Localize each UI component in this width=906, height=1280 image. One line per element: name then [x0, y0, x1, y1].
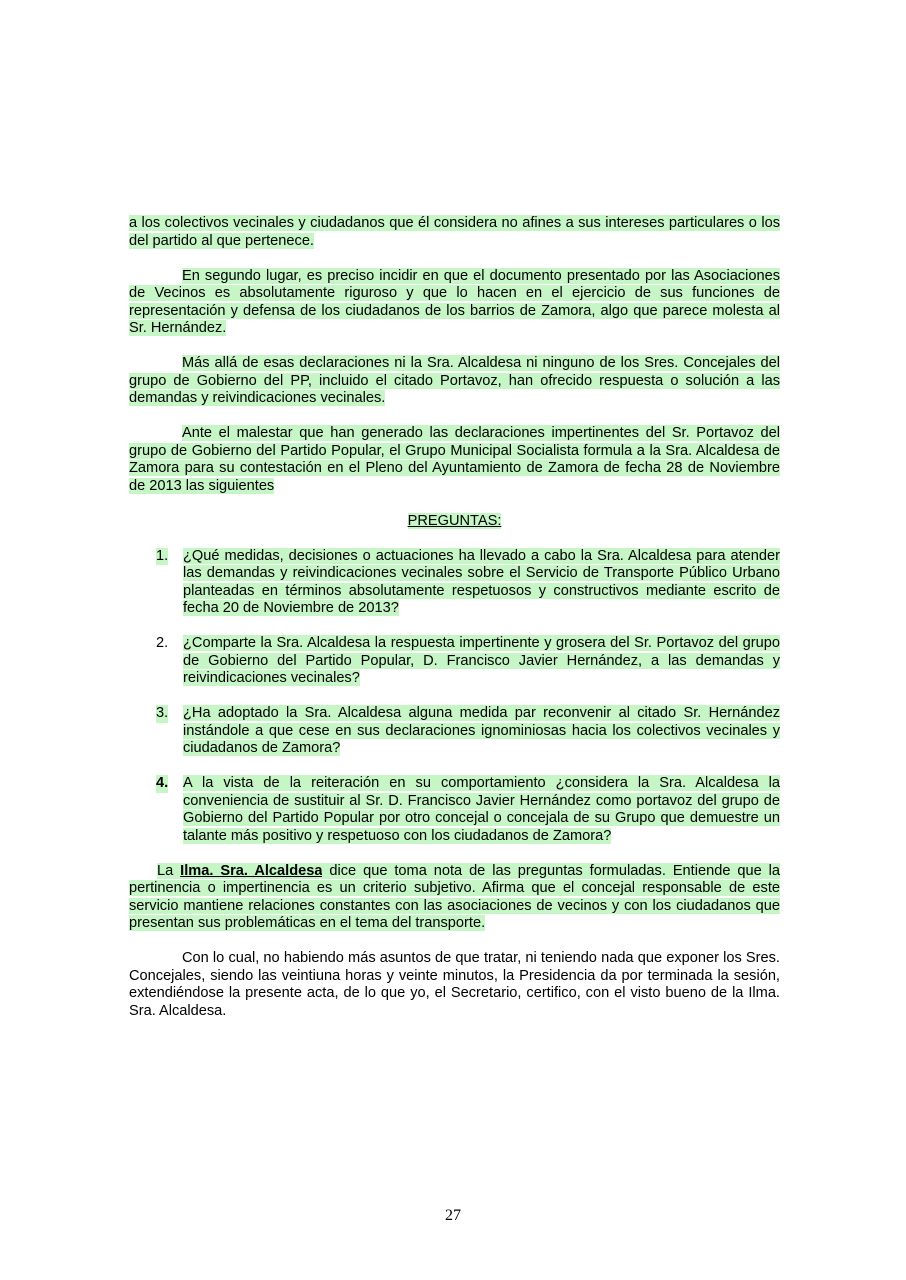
question-text: ¿Comparte la Sra. Alcaldesa la respuesta impertinente y grosera del Sr. Portavoz del grupo de Gobierno del Partido Popular, D. Francisco Javier Hernández, a las demandas y reivindicaciones vecinales? [183, 635, 780, 686]
paragraph-3-text: Más allá de esas declaraciones ni la Sra. Alcaldesa ni ninguno de los Sres. Concejales del grupo de Gobierno del PP, incluido el citado Portavoz, han ofrecido respuesta o solución a las demandas y reivindicaciones vecinales. [129, 355, 780, 406]
question-item [129, 775, 780, 845]
questions-list [129, 548, 780, 846]
page-number: 27 [445, 1207, 461, 1224]
paragraph-3 [129, 355, 780, 408]
response-paragraph [129, 863, 780, 933]
question-text: A la vista de la reiteración en su comportamiento ¿considera la Sra. Alcaldesa la conveniencia de sustituir al Sr. D. Francisco Javier Hernández como portavoz del grupo de Gobierno del Partido Popular por otro concejal o concejala de su Grupo que demuestre un talante más positivo y respetuoso con los ciudadanos de Zamora? [183, 775, 780, 844]
response-text: dice que toma nota de las preguntas formuladas. Entiende que la pertinencia o impertinencia es un criterio subjetivo. Afirma que el concejal responsable de este servicio mantiene relaciones constantes con las asociaciones de vecinos y con los ciudadanos que presentan sus problemáticas en el tema del transporte. [129, 862, 780, 931]
questions-heading [129, 513, 780, 531]
question-number: 1. [156, 547, 169, 564]
paragraph-4 [129, 425, 780, 495]
response-lead: La [157, 862, 181, 879]
question-item [129, 548, 780, 618]
question-text: ¿Ha adoptado la Sra. Alcaldesa alguna medida par reconvenir al citado Sr. Hernández instándole a que cese en sus declaraciones ignominiosas hacia los colectivos vecinales y ciudadanos de Zamora? [183, 705, 780, 756]
question-number: 4. [156, 775, 169, 791]
question-item [129, 705, 780, 758]
response-speaker: Ilma. Sra. Alcaldesa [180, 862, 323, 879]
paragraph-2-text: En segundo lugar, es preciso incidir en que el documento presentado por las Asociaciones de Vecinos es absolutamente riguroso y que lo hacen en el ejercicio de sus funciones de representación y defensa de los ciudadanos de los barrios de Zamora, algo que parece molesta al Sr. Hernández. [129, 267, 780, 336]
document-body [129, 215, 780, 1038]
paragraph-2 [129, 268, 780, 338]
paragraph-4-text: Ante el malestar que han generado las declaraciones impertinentes del Sr. Portavoz del grupo de Gobierno del Partido Popular, el Grupo Municipal Socialista formula a la Sra. Alcaldesa de Zamora para su contestación en el Pleno del Ayuntamiento de Zamora de fecha 28 de Noviembre de 2013 las siguientes [129, 425, 780, 494]
question-text: ¿Qué medidas, decisiones o actuaciones ha llevado a cabo la Sra. Alcaldesa para atender las demandas y reivindicaciones vecinales sobre el Servicio de Transporte Público Urbano planteadas en términos absolutamente respetuosos y constructivos mediante escrito de fecha 20 de Noviembre de 2013? [183, 547, 780, 616]
questions-heading-text: PREGUNTAS: [407, 512, 502, 529]
paragraph-1-text: a los colectivos vecinales y ciudadanos que él considera no afines a sus intereses particulares o los del partido al que pertenece. [129, 215, 780, 249]
question-item [129, 635, 780, 688]
closing-paragraph: Con lo cual, no habiendo más asuntos de que tratar, ni teniendo nada que exponer los Sres. Concejales, siendo las veintiuna horas y veinte minutos, la Presidencia da por terminada la sesión, extendiéndose la presente acta, de lo que yo, el Secretario, certifico, con el visto bueno de la Ilma. Sra. Alcaldesa. [129, 950, 780, 1019]
question-number: 3. [156, 705, 169, 721]
paragraph-1 [129, 215, 780, 250]
question-number: 2. [156, 635, 169, 651]
